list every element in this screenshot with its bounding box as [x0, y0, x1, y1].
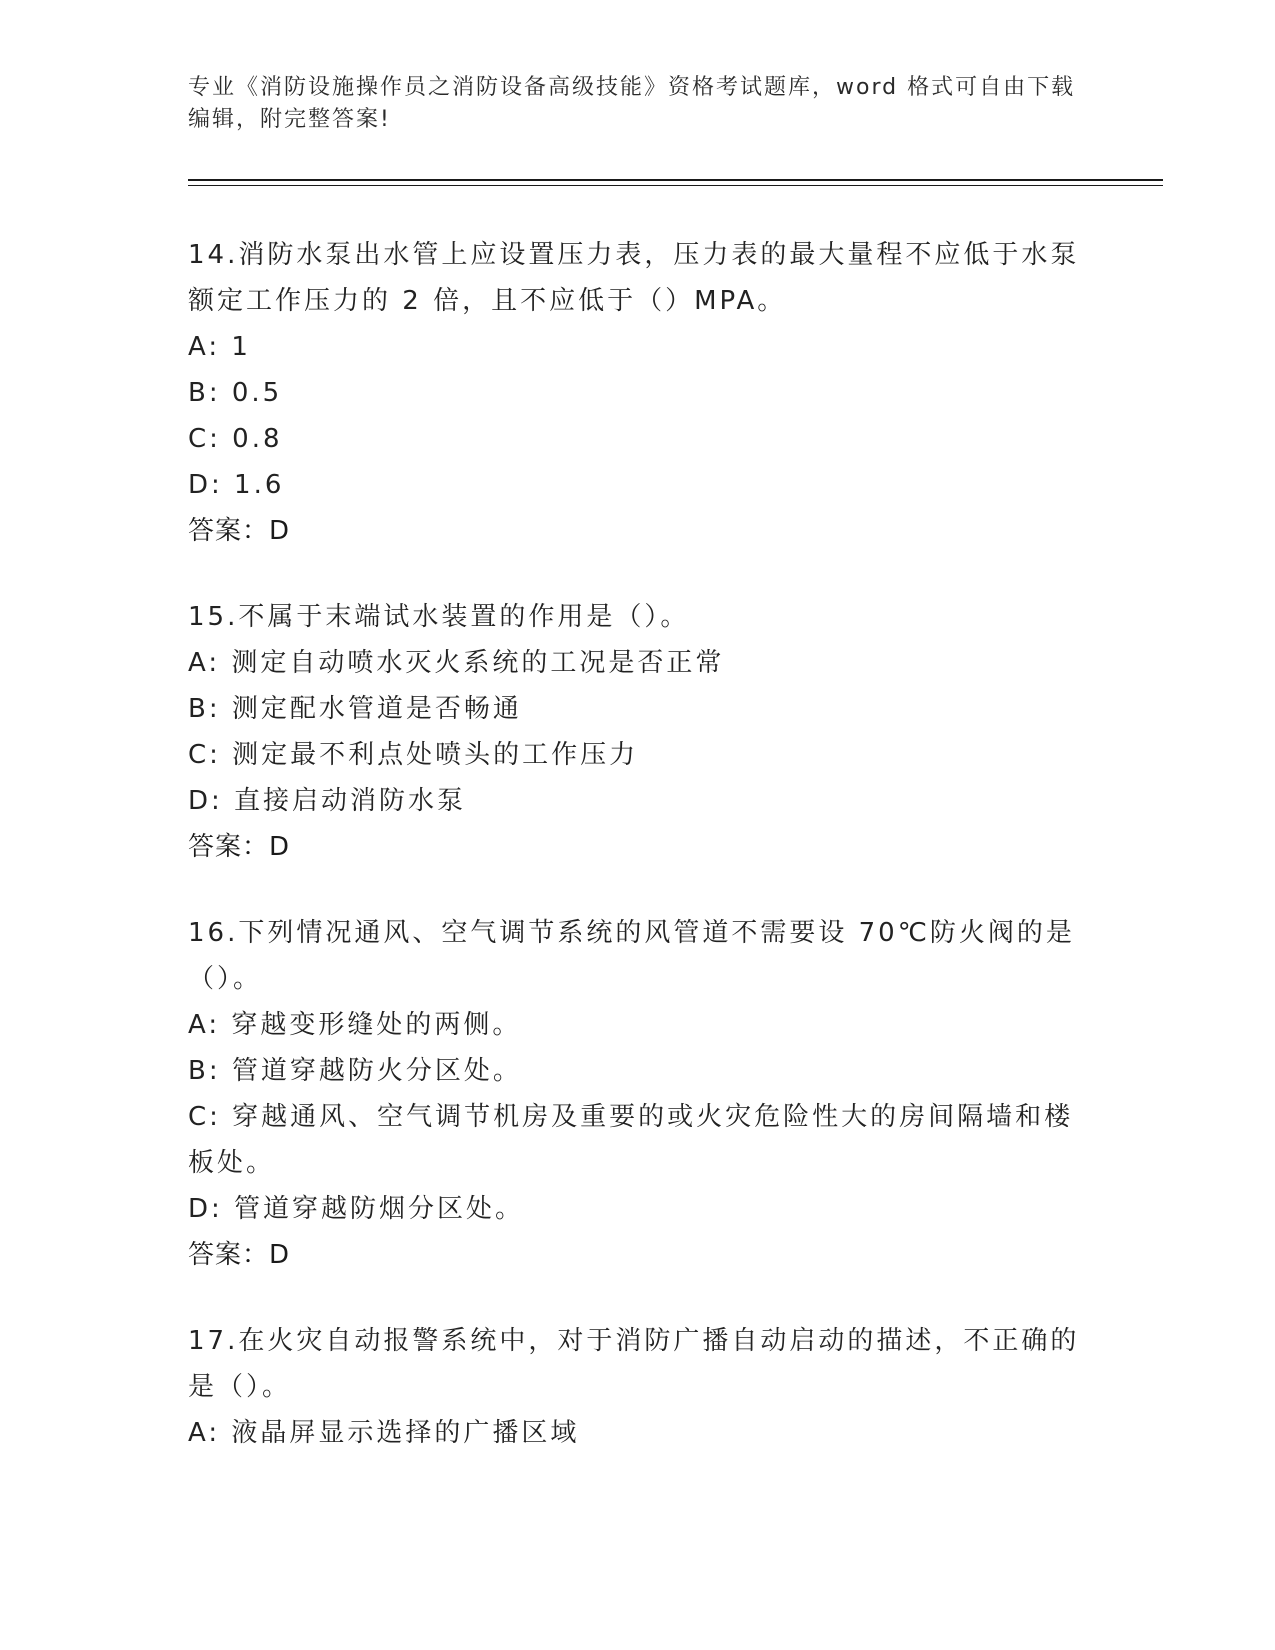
question-15	[188, 594, 1088, 870]
question-list	[188, 232, 1088, 1496]
option-a: A: 液晶屏显示选择的广播区域	[188, 1418, 580, 1448]
option-c: C: 测定最不利点处喷头的工作压力	[188, 740, 639, 770]
option-c: C: 穿越通风、空气调节机房及重要的或火灾危险性大的房间隔墙和楼板处。	[188, 1102, 1074, 1178]
document-header: 专业《消防设施操作员之消防设备高级技能》资格考试题库，word 格式可自由下载编辑，附完整答案!	[188, 75, 1076, 132]
option-c: C: 0.8	[188, 424, 283, 454]
option-b: B: 测定配水管道是否畅通	[188, 694, 522, 724]
option-b: B: 0.5	[188, 378, 283, 408]
answer-line: 答案：D	[188, 832, 291, 862]
question-stem: 17.在火灾自动报警系统中，对于消防广播自动启动的描述，不正确的是（）。	[188, 1326, 1080, 1402]
question-stem: 15.不属于末端试水装置的作用是（）。	[188, 602, 690, 632]
option-b: B: 管道穿越防火分区处。	[188, 1056, 522, 1086]
option-a: A: 穿越变形缝处的两侧。	[188, 1010, 522, 1040]
option-a: A: 测定自动喷水灭火系统的工况是否正常	[188, 648, 725, 678]
question-stem: 16.下列情况通风、空气调节系统的风管道不需要设 70℃防火阀的是（）。	[188, 918, 1075, 994]
question-16	[188, 910, 1088, 1278]
header-divider-thick	[188, 179, 1163, 181]
answer-line: 答案：D	[188, 516, 291, 546]
option-d: D: 直接启动消防水泵	[188, 786, 467, 816]
question-17	[188, 1318, 1088, 1456]
option-d: D: 1.6	[188, 470, 285, 500]
question-14	[188, 232, 1088, 554]
option-d: D: 管道穿越防烟分区处。	[188, 1194, 525, 1224]
answer-line: 答案：D	[188, 1240, 291, 1270]
header-divider-thin	[188, 185, 1163, 186]
question-stem: 14.消防水泵出水管上应设置压力表，压力表的最大量程不应低于水泵额定工作压力的 2 倍，且不应低于（）MPA。	[188, 240, 1080, 316]
option-a: A: 1	[188, 332, 251, 362]
